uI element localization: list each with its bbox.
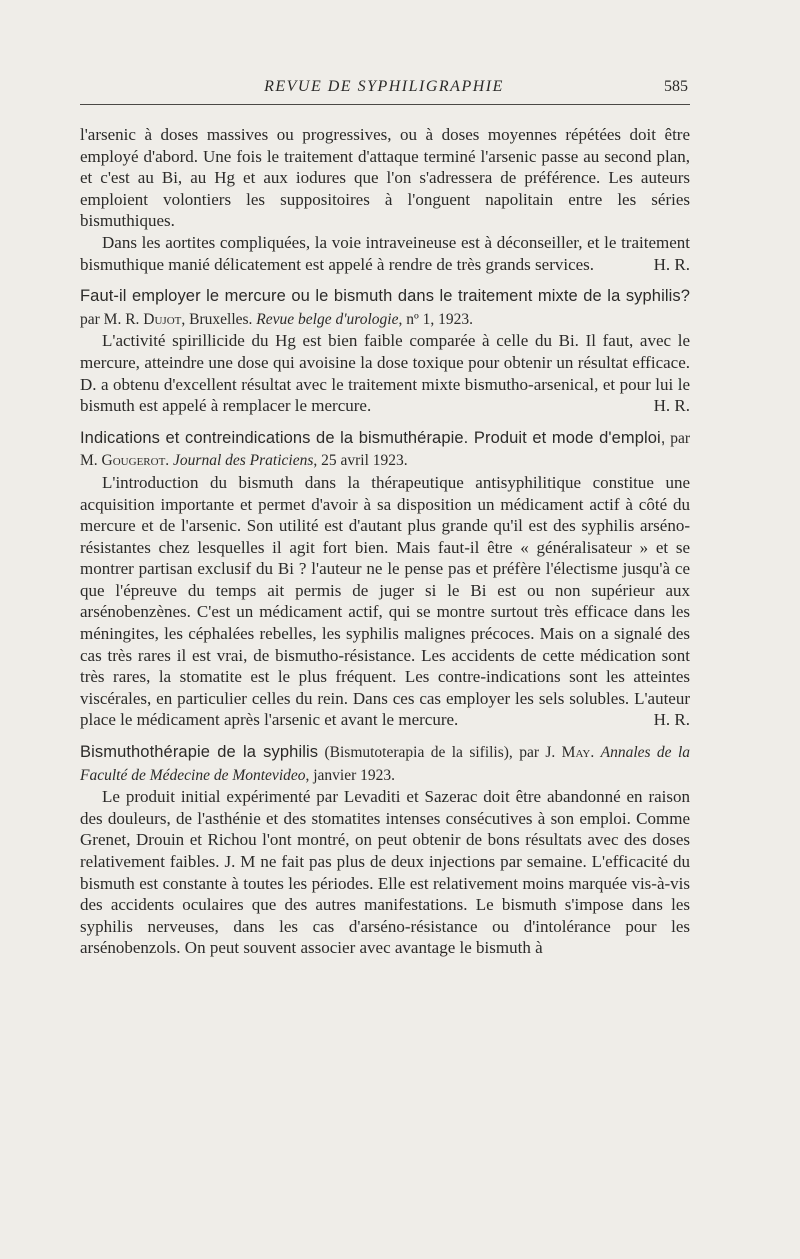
running-head [80,78,688,102]
entry-body-text: Le produit initial expérimenté par Levaditi et Sazerac doit être abandonné en raison des douleurs, de l'asthénie et des stomatites intenses consécutives à son emploi. Comme Grenet, Drouin et Richou l'ont montré, on peut obtenir de bons résultats avec des doses relativement faibles. J. M ne fait pas plus de deux injections par semaine. L'efficacité du bismuth est constante à toutes les périodes. Elle est relativement moins marquée vis-à-vis des accidents oculaires que des autres manifestations. Le bismuth s'impose dans les syphilis nerveuses, dans les cas d'arséno-résistance ou d'intolérance pour les arsénobenzols. On peut souvent associer avec avantage le bismuth à [80,787,690,958]
entry-journal: Journal des Praticiens [173,452,314,470]
entry-title: Faut-il employer le mercure ou le bismuth dans le traitement mixte de la syphilis? [80,287,690,306]
entry-place: , Bruxelles. [181,310,257,328]
entry-heading [80,741,690,786]
running-title: REVUE DE SYPHILIGRAPHIE [264,78,504,95]
abstract-entry-1 [80,285,690,417]
continued-paragraph: l'arsenic à doses massives ou progressives, ou à doses moyennes répétées doit être employé d'abord. Une fois le traitement d'attaque terminé l'arsenic passe au second plan, et c'est au Bi, au Hg et aux iodures que l'on s'adressera de préférence. Les auteurs emploient volontiers les suppositoires à l'onguent napolitain entre les séries bismuthiques. [80,125,690,231]
aortitis-text: Dans les aortites compliquées, la voie intraveineuse est à déconseiller, et le traitement bismuthique manié délicatement est appelé à rendre de très grands services. [80,232,690,274]
entry-by: par M. R. [80,310,144,328]
entry-author: Gougerot [101,452,166,470]
entry-title: Indications et contreindications de la bismuthérapie. Produit et mode d'emploi, [80,428,666,447]
entry-title: Bismuthothérapie de la syphilis [80,743,319,762]
entry-author: Dujot [143,310,182,328]
entry-by: (Bismutoterapia de la sifilis), par J. [318,744,562,762]
entry-details: , 25 avril 1923. [313,452,408,470]
entry-body-text: L'introduction du bismuth dans la thérapeutique antisyphilitique constitue une acquisition importante et permet d'avoir à sa disposition un médicament actif à côté du mercure et de l'arsenic. Son utilité est d'autant plus grande qu'il est des syphilis arséno-résistantes chez lesquelles il agit fort bien. Mais faut-il être « généralisateur » et se montrer partisan exclusif du Bi ? l'auteur ne le pense pas et préfère l'électisme jusqu'à ce que l'épreuve du temps ait permis de juger si le Bi est ou non supérieur aux arsénobenzènes. C'est un médicament actif, qui se montre surtout très efficace dans les méningites, les céphalées rebelles, les syphilis malignes précoces. Mais on a signalé des cas très rares il est vrai, de bismutho-résistance. Les accidents de cette médication sont très rares, la stomatite est le plus fréquent. Les contre-indications sont les atteintes viscérales, en particulier celles du rein. Dans ces cas employer les sels solubles. L'auteur place le médicament après l'arsenic et avant le mercure. [80,472,690,730]
entry-heading [80,285,690,330]
aortitis-paragraph [80,232,690,275]
entry-body [80,472,690,731]
signature: H. R. [653,254,690,274]
page-number: 585 [664,78,688,95]
abstract-entry-3 [80,741,690,959]
body-text [80,124,690,959]
entry-author: May [561,744,591,762]
entry-body [80,786,690,959]
signature: H. R. [653,396,690,416]
entry-place: . [590,744,601,762]
header-rule [80,104,690,105]
entry-details: , nº 1, 1923. [398,310,474,328]
entry-heading [80,427,690,472]
entry-place: . [165,452,174,470]
entry-details: , janvier 1923. [305,766,396,784]
entry-body-text: L'activité spirillicide du Hg est bien faible comparée à celle du Bi. Il faut, avec le mercure, atteindre une dose qui avoisine la dose toxique pour obtenir un résultat efficace. D. a obtenu d'excellent résultat avec le traitement mixte bismutho-arsenical, et pour lui le bismuth est appelé à remplacer le mercure. [80,331,690,416]
abstract-entry-2 [80,427,690,731]
entry-journal: Annales de la Faculté de Médecine de Montevideo [80,744,691,784]
signature: H. R. [653,710,690,730]
entry-by: par M. [80,429,690,470]
entry-body [80,330,690,416]
entry-journal: Revue belge d'urologie [256,310,399,328]
